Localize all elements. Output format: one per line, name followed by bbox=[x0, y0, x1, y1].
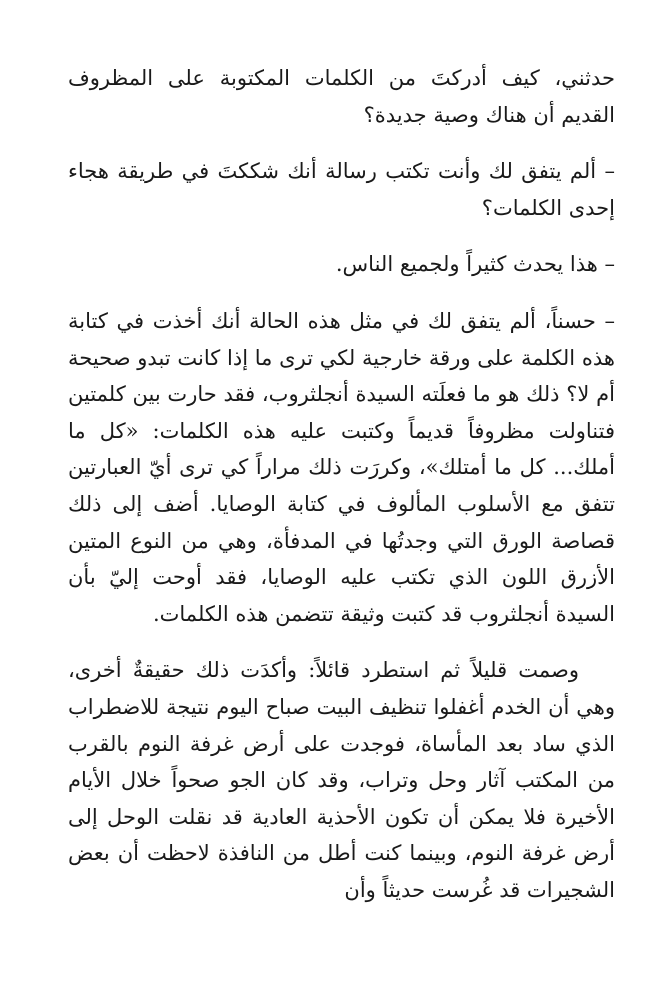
paragraph-question: حدثني، كيف أدركتَ من الكلمات المكتوبة على المظروف القديم أن هناك وصية جديدة؟ bbox=[68, 66, 615, 127]
paragraph-explanation: – حسناً، ألم يتفق لك في مثل هذه الحالة أنك أخذت في كتابة هذه الكلمة على ورقة خارجية لكي ترى ما إذا كانت تبدو صحيحة أم لا؟ ذلك هو ما فعلَته السيدة أنجلثروب، فقد حارت بين كلمتين فتناولت مظروفاً قديماً وكتبت عليه هذه الكلمات: «كل ما أملك... كل ما أمتلك»، وكررَت ذلك مراراً كي ترى أيّ العبارتين تتفق مع الأسلوب المألوف في كتابة الوصايا. أضف إلى ذلك قصاصة الورق التي وجدتُها في المدفأة، وهي من النوع المتين الأزرق اللون الذي تكتب عليه الوصايا، فقد أوحت إليّ بأن السيدة أنجلثروب قد كتبت وثيقة تتضمن هذه الكلمات. bbox=[68, 308, 615, 626]
paragraph-dialogue-1: – ألم يتفق لك وأنت تكتب رسالة أنك شككتَ في طريقة هجاء إحدى الكلمات؟ bbox=[68, 159, 615, 220]
book-page bbox=[68, 60, 615, 928]
paragraph-continuation: وصمت قليلاً ثم استطرد قائلاً: وأكدَت ذلك حقيقةٌ أخرى، وهي أن الخدم أغفلوا تنظيف البيت صباح اليوم نتيجة للاضطراب الذي ساد بعد المأساة، فوجدت على أرض غرفة النوم بالقرب من المكتب آثار وحل وتراب، وقد كان الجو صحواً خلال الأيام الأخيرة فلا يمكن أن تكون الأحذية العادية قد نقلت الوحل إلى أرض غرفة النوم، وبينما كنت أطل من النافذة لاحظت أن بعض الشجيرات قد غُرست حديثاً وأن bbox=[68, 658, 615, 902]
paragraph-dialogue-2: – هذا يحدث كثيراً ولجميع الناس. bbox=[335, 252, 615, 277]
